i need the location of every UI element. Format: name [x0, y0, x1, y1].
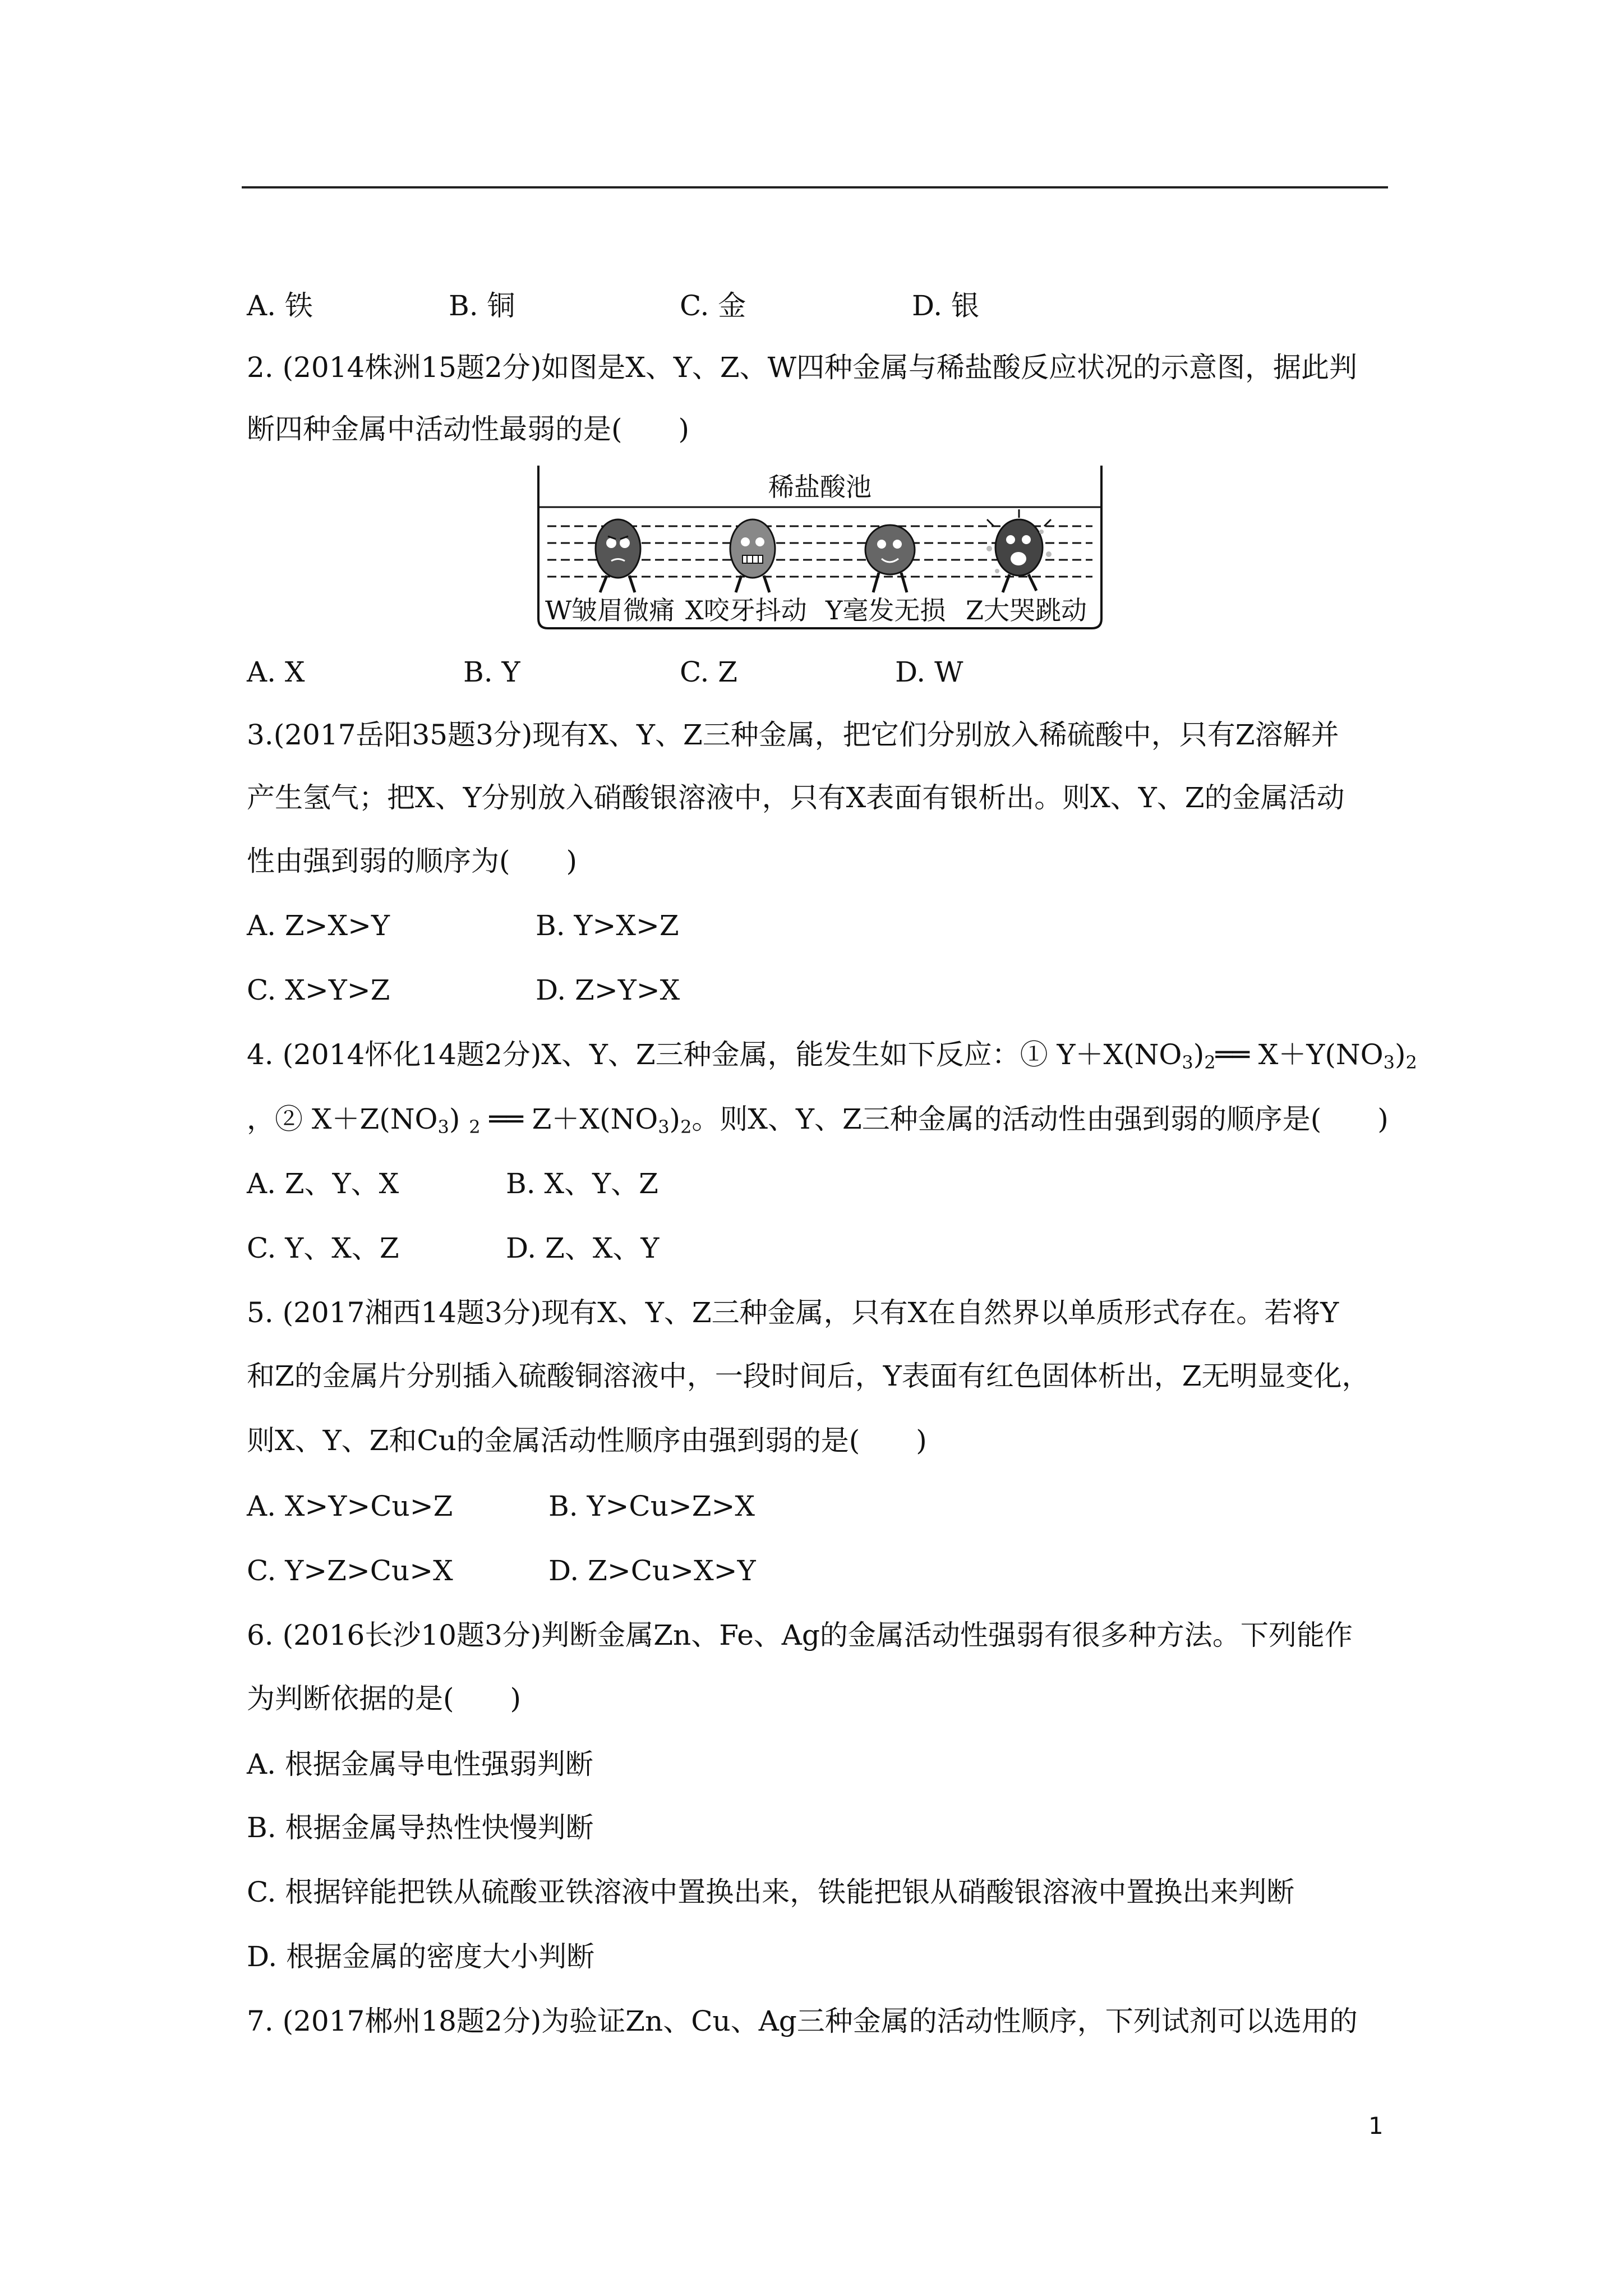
figure-label-x: X咬牙抖动 [685, 595, 807, 625]
q4-option-a: A. Z、Y、X [247, 1167, 399, 1200]
figure-label-z: Z大哭跳动 [966, 595, 1087, 625]
q2-option-a: A. X [247, 656, 305, 688]
q2-option-d: D. W [895, 656, 963, 688]
q1-option-c: C. 金 [680, 289, 746, 322]
q3-option-b: B. Y>X>Z [536, 909, 679, 942]
q3-option-a: A. Z>X>Y [247, 909, 390, 942]
header-rule [242, 186, 1388, 188]
metal-y-figure [865, 525, 915, 592]
metal-z-figure [986, 509, 1052, 592]
page-number: 1 [1368, 2112, 1384, 2139]
q4-stem-line2: ，② $X+Z(NO_3)$ $_2$ ══ $Z+X(NO_3)_2$。则X、Y、Z三种金属的活动性由强到弱的顺序是( ) [247, 1103, 1389, 1138]
metal-w-figure [596, 519, 640, 592]
acid-pool-figure [534, 464, 1106, 631]
q7-stem-line1: 7. (2017郴州18题2分)为验证Zn、Cu、Ag三种金属的活动性顺序，下列试剂可以选用的 [247, 2005, 1358, 2037]
q3-option-c: C. X>Y>Z [247, 974, 390, 1006]
q5-option-b: B. Y>Cu>Z>X [548, 1490, 755, 1522]
q5-stem-line3: 则X、Y、Z和Cu的金属活动性顺序由强到弱的是( ) [247, 1424, 927, 1457]
q5-stem-line2: 和Z的金属片分别插入硫酸铜溶液中，一段时间后，Y表面有红色固体析出，Z无明显变化， [247, 1360, 1370, 1392]
q1-option-b: B. 铜 [449, 289, 515, 322]
q6-option-c: C. 根据锌能把铁从硫酸亚铁溶液中置换出来，铁能把银从硝酸银溶液中置换出来判断 [247, 1876, 1295, 1908]
q2-option-b: B. Y [463, 656, 520, 688]
q5-option-c: C. Y>Z>Cu>X [247, 1554, 453, 1587]
q5-stem-line1: 5. (2017湘西14题3分)现有X、Y、Z三种金属，只有X在自然界以单质形式存在。若将Y [247, 1296, 1339, 1329]
q2-option-c: C. Z [680, 656, 738, 688]
q3-stem-line3: 性由强到弱的顺序为( ) [247, 845, 578, 877]
metal-x-figure [730, 519, 775, 592]
figure-label-y: Y毫发无损 [826, 595, 946, 625]
q6-option-b: B. 根据金属导热性快慢判断 [247, 1811, 594, 1844]
q5-option-d: D. Z>Cu>X>Y [548, 1554, 756, 1587]
q6-stem-line2: 为判断依据的是( ) [247, 1682, 522, 1715]
figure-title: 稀盐酸池 [768, 472, 872, 502]
q3-stem-line1: 3.(2017岳阳35题3分)现有X、Y、Z三种金属，把它们分别放入稀硫酸中，只有Z溶解并 [247, 719, 1339, 751]
q3-stem-line2: 产生氢气；把X、Y分别放入硝酸银溶液中，只有X表面有银析出。则X、Y、Z的金属活动 [247, 781, 1345, 814]
q1-option-a: A. 铁 [247, 289, 313, 322]
q2-stem-line2: 断四种金属中活动性最弱的是( ) [247, 413, 690, 445]
q4-option-d: D. Z、X、Y [506, 1232, 660, 1264]
q4-stem-line1: 4. (2014怀化14题2分)X、Y、Z三种金属，能发生如下反应：① $Y+X(NO_3)_2══$ $X+Y(NO_3)_2$ [247, 1038, 1417, 1073]
q6-option-d: D. 根据金属的密度大小判断 [247, 1940, 595, 1973]
q4-option-c: C. Y、X、Z [247, 1232, 399, 1264]
q5-option-a: A. X>Y>Cu>Z [247, 1490, 453, 1522]
q6-stem-line1: 6. (2016长沙10题3分)判断金属Zn、Fe、Ag的金属活动性强弱有很多种方法。下列能作 [247, 1619, 1353, 1651]
q3-option-d: D. Z>Y>X [536, 974, 680, 1006]
figure-label-w: W皱眉微痛 [545, 595, 675, 625]
q2-stem-line1: 2. (2014株洲15题2分)如图是X、Y、Z、W四种金属与稀盐酸反应状况的示意图，据此判 [247, 351, 1358, 384]
q6-option-a: A. 根据金属导电性强弱判断 [247, 1748, 593, 1780]
q4-option-b: B. X、Y、Z [506, 1167, 658, 1200]
q1-option-d: D. 银 [912, 289, 980, 322]
